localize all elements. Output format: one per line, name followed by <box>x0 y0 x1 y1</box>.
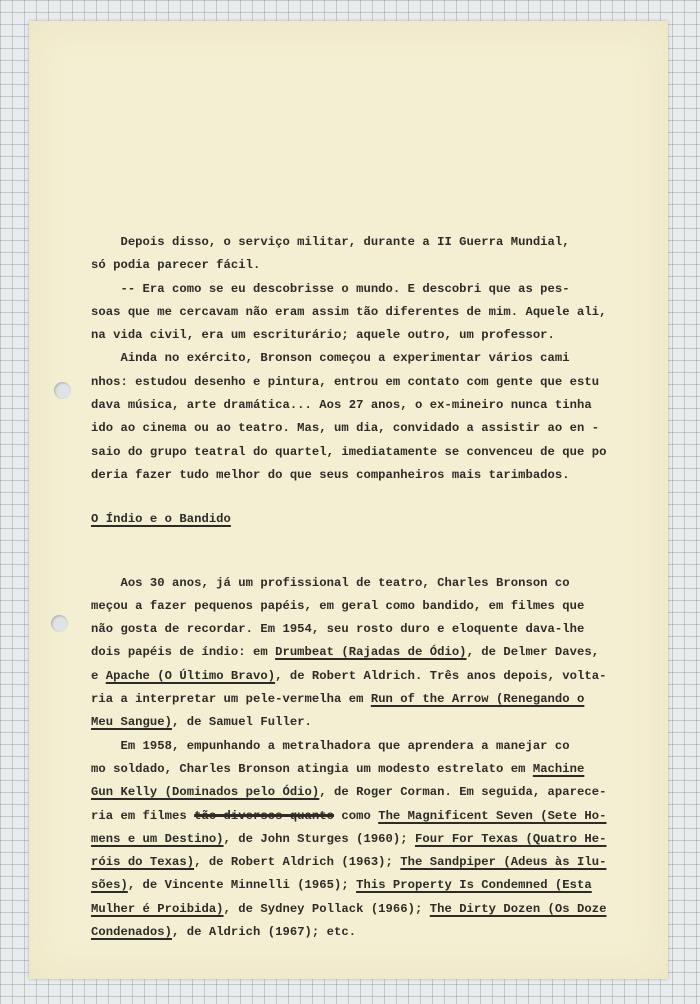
film-title: Machine <box>532 761 585 776</box>
document-body <box>91 231 631 944</box>
text-run: e <box>91 668 106 683</box>
text-line: dava música, arte dramática... Aos 27 anos, o ex-mineiro nunca tinha <box>91 398 592 413</box>
film-title: Gun Kelly (Dominados pelo Ódio) <box>91 785 320 800</box>
text-line <box>91 781 631 804</box>
text-run: , de Robert Aldrich (1963); <box>194 855 401 870</box>
paragraph-stardom <box>91 735 631 945</box>
text-line <box>91 641 631 664</box>
film-title: The Sandpiper (Adeus às Ilu- <box>400 855 607 870</box>
text-line <box>91 828 631 851</box>
text-line <box>91 851 631 874</box>
text-line: nhos: estudou desenho e pintura, entrou em contato com gente que estu <box>91 374 600 389</box>
text-line: soas que me cercavam não eram assim tão diferentes de mim. Aquele ali, <box>91 304 607 319</box>
text-line <box>91 874 631 897</box>
film-title: Condenados) <box>91 925 173 940</box>
film-title: Apache (O Último Bravo) <box>105 668 276 683</box>
text-line: Depois disso, o serviço militar, durante a II Guerra Mundial, <box>91 235 570 249</box>
text-run: ria em filmes <box>91 808 195 823</box>
text-line <box>91 898 631 921</box>
text-line: na vida civil, era um escriturário; aquele outro, um professor. <box>91 328 555 343</box>
text-line: Em 1958, empunhando a metralhadora que aprendera a manejar co <box>91 738 570 753</box>
text-run: , de Aldrich (1967); etc. <box>172 925 357 940</box>
text-line <box>91 688 631 711</box>
text-run: , de Delmer Daves, <box>466 645 600 660</box>
text-line <box>91 805 631 828</box>
text-line: Aos 30 anos, já um profissional de teatro, Charles Bronson co <box>91 575 570 590</box>
paragraph-quote <box>91 278 631 348</box>
text-line <box>91 758 631 781</box>
text-line: -- Era como se eu descobrisse o mundo. E descobri que as pes- <box>91 281 570 296</box>
film-title: This Property Is Condemned (Esta <box>356 878 592 893</box>
text-line <box>91 921 631 944</box>
punch-hole-top <box>54 382 71 399</box>
text-run: , de Vincente Minnelli (1965); <box>127 878 357 893</box>
struck-text: tão diversos quanto <box>194 808 335 823</box>
film-title: The Dirty Dozen (Os Doze <box>429 901 607 916</box>
text-line: Ainda no exército, Bronson começou a experimentar vários cami <box>91 351 570 366</box>
film-title: róis do Texas) <box>91 855 195 870</box>
film-title: mens e um Destino) <box>91 831 224 846</box>
text-line: meçou a fazer pequenos papéis, em geral como bandido, em filmes que <box>91 598 585 613</box>
text-run: , de John Sturges (1960); <box>223 831 416 846</box>
paragraph-military-service <box>91 231 631 278</box>
film-title: Four For Texas (Quatro He- <box>415 831 607 846</box>
paragraph-army <box>91 347 631 487</box>
text-line <box>91 665 631 688</box>
text-line: ido ao cinema ou ao teatro. Mas, um dia, convidado a assistir ao en - <box>91 421 600 436</box>
film-title: sões) <box>91 878 128 893</box>
text-line: não gosta de recordar. Em 1954, seu rosto duro e eloquente dava-lhe <box>91 622 585 637</box>
film-title: Meu Sangue) <box>91 715 173 730</box>
text-run: , de Sydney Pollack (1966); <box>223 901 430 916</box>
film-title: The Magnificent Seven (Sete Ho- <box>378 808 607 823</box>
film-title: Run of the Arrow (Renegando o <box>370 692 585 707</box>
text-run: , de Samuel Fuller. <box>172 715 312 730</box>
text-run: , de Robert Aldrich. Três anos depois, volta- <box>275 668 607 683</box>
text-line: só podia parecer fácil. <box>91 258 261 273</box>
film-title: Mulher é Proibida) <box>91 901 224 916</box>
text-line: saio do grupo teatral do quartel, imediatamente se convenceu de que po <box>91 444 607 459</box>
punch-hole-bottom <box>51 615 68 632</box>
text-run: mo soldado, Charles Bronson atingia um modesto estrelato em <box>91 761 533 776</box>
paragraph-early-roles <box>91 572 631 735</box>
text-run: ria a interpretar um pele-vermelha em <box>91 692 371 707</box>
text-line <box>91 711 631 734</box>
text-run: , de Roger Corman. Em seguida, aparece- <box>319 785 607 800</box>
text-run: dois papéis de índio: em <box>91 645 276 660</box>
film-title: Drumbeat (Rajadas de Ódio) <box>275 645 467 660</box>
text-line: deria fazer tudo melhor do que seus companheiros mais tarimbados. <box>91 467 570 482</box>
text-run: como <box>334 808 379 823</box>
section-heading: O Índio e o Bandido <box>91 512 231 527</box>
